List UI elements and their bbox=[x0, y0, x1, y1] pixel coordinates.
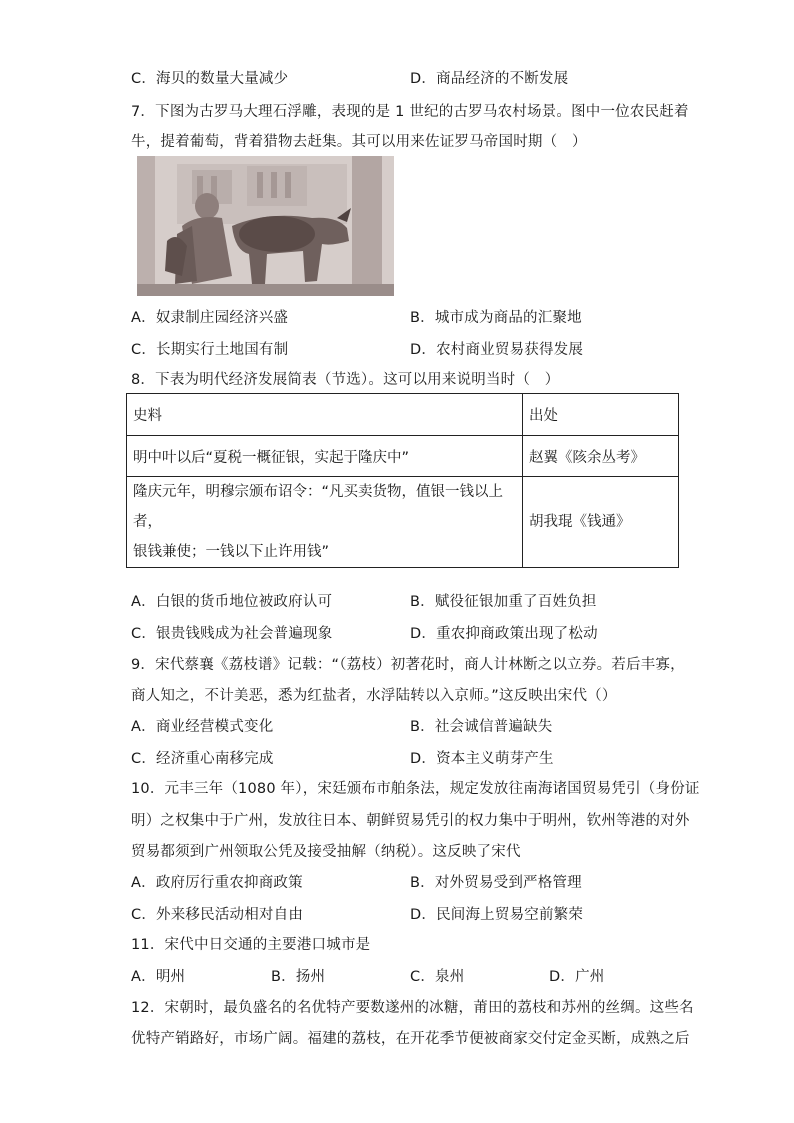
q7-option-c: C．长期实行土地国有制 bbox=[131, 342, 289, 358]
q10-option-b: B．对外贸易受到严格管理 bbox=[410, 875, 582, 891]
q9-option-d: D．资本主义萌芽产生 bbox=[410, 751, 554, 767]
table-cell-source: 赵翼《陔余丛考》 bbox=[523, 436, 679, 477]
q11-option-b: B．扬州 bbox=[271, 969, 326, 985]
q11-stem: 11．宋代中日交通的主要港口城市是 bbox=[131, 937, 371, 953]
q11-option-d: D．广州 bbox=[549, 969, 605, 985]
table-cell-text-line1: 隆庆元年，明穆宗颁布诏令：“凡买卖货物，值银一钱以上者， bbox=[133, 484, 504, 530]
table-row bbox=[127, 436, 679, 477]
q8-option-c: C．银贵钱贱成为社会普遍现象 bbox=[131, 626, 333, 642]
q10-stem-line1: 10．元丰三年（1080 年），宋廷颁布市舶条法，规定发放往南海诸国贸易凭引（身份证 bbox=[131, 781, 700, 797]
q10-option-a: A．政府厉行重农抑商政策 bbox=[131, 875, 303, 891]
q8-option-d: D．重农抑商政策出现了松动 bbox=[410, 626, 598, 642]
table-header-source-text: 史料 bbox=[127, 394, 523, 436]
table-cell-text-line2: 银钱兼使；一钱以下止许用钱” bbox=[133, 544, 330, 560]
q7-option-d: D．农村商业贸易获得发展 bbox=[410, 342, 584, 358]
q7-stem-line2: 牛，提着葡萄，背着猎物去赶集。其可以用来佐证罗马帝国时期（ ） bbox=[131, 134, 587, 150]
table-cell-source: 胡我琨《钱通》 bbox=[523, 477, 679, 568]
q11-option-a: A．明州 bbox=[131, 969, 186, 985]
q6-option-d: D．商品经济的不断发展 bbox=[410, 71, 569, 87]
table-cell-text: 明中叶以后“夏税一概征银，实起于隆庆中” bbox=[127, 436, 523, 477]
q10-option-c: C．外来移民活动相对自由 bbox=[131, 907, 304, 923]
q8-option-a: A．白银的货币地位被政府认可 bbox=[131, 594, 333, 610]
q9-option-c: C．经济重心南移完成 bbox=[131, 751, 274, 767]
q9-option-a: A．商业经营模式变化 bbox=[131, 719, 274, 735]
q9-option-b: B．社会诚信普遍缺失 bbox=[410, 719, 553, 735]
q6-option-c: C．海贝的数量大量减少 bbox=[131, 71, 289, 87]
q8-option-b: B．赋役征银加重了百姓负担 bbox=[410, 594, 597, 610]
q8-stem: 8．下表为明代经济发展简表（节选）。这可以用来说明当时（ ） bbox=[131, 372, 560, 388]
q8-source-table bbox=[126, 393, 679, 568]
q12-stem-line2: 优特产销路好，市场广阔。福建的荔枝，在开花季节便被商家交付定金买断，成熟之后 bbox=[131, 1031, 690, 1047]
q9-stem-line1: 9．宋代蔡襄《荔枝谱》记载：“（荔枝）初著花时，商人计林断之以立券。若后丰寡， bbox=[131, 657, 685, 673]
q10-stem-line3: 贸易都须到广州领取公凭及接受抽解（纳税）。这反映了宋代 bbox=[131, 844, 521, 860]
q7-option-b: B．城市成为商品的汇聚地 bbox=[410, 310, 582, 326]
q7-option-a: A．奴隶制庄园经济兴盛 bbox=[131, 310, 289, 326]
q12-stem-line1: 12．宋朝时，最负盛名的名优特产要数遂州的冰糖，莆田的荔枝和苏州的丝绸。这些名 bbox=[131, 1000, 694, 1016]
q9-stem-line2: 商人知之，不计美恶，悉为红盐者，水浮陆转以入京师。”这反映出宋代（） bbox=[131, 688, 617, 704]
q7-stem-line1: 7．下图为古罗马大理石浮雕，表现的是 1 世纪的古罗马农村场景。图中一位农民赶着 bbox=[131, 104, 689, 120]
q11-option-c: C．泉州 bbox=[410, 969, 465, 985]
table-header-row bbox=[127, 394, 679, 436]
table-header-origin: 出处 bbox=[523, 394, 679, 436]
table-row bbox=[127, 477, 679, 568]
q10-option-d: D．民间海上贸易空前繁荣 bbox=[410, 907, 584, 923]
roman-relief-image bbox=[137, 156, 394, 296]
q10-stem-line2: 明）之权集中于广州，发放往日本、朝鲜贸易凭引的权力集中于明州，钦州等港的对外 bbox=[131, 813, 690, 829]
table-cell-text bbox=[127, 477, 523, 568]
